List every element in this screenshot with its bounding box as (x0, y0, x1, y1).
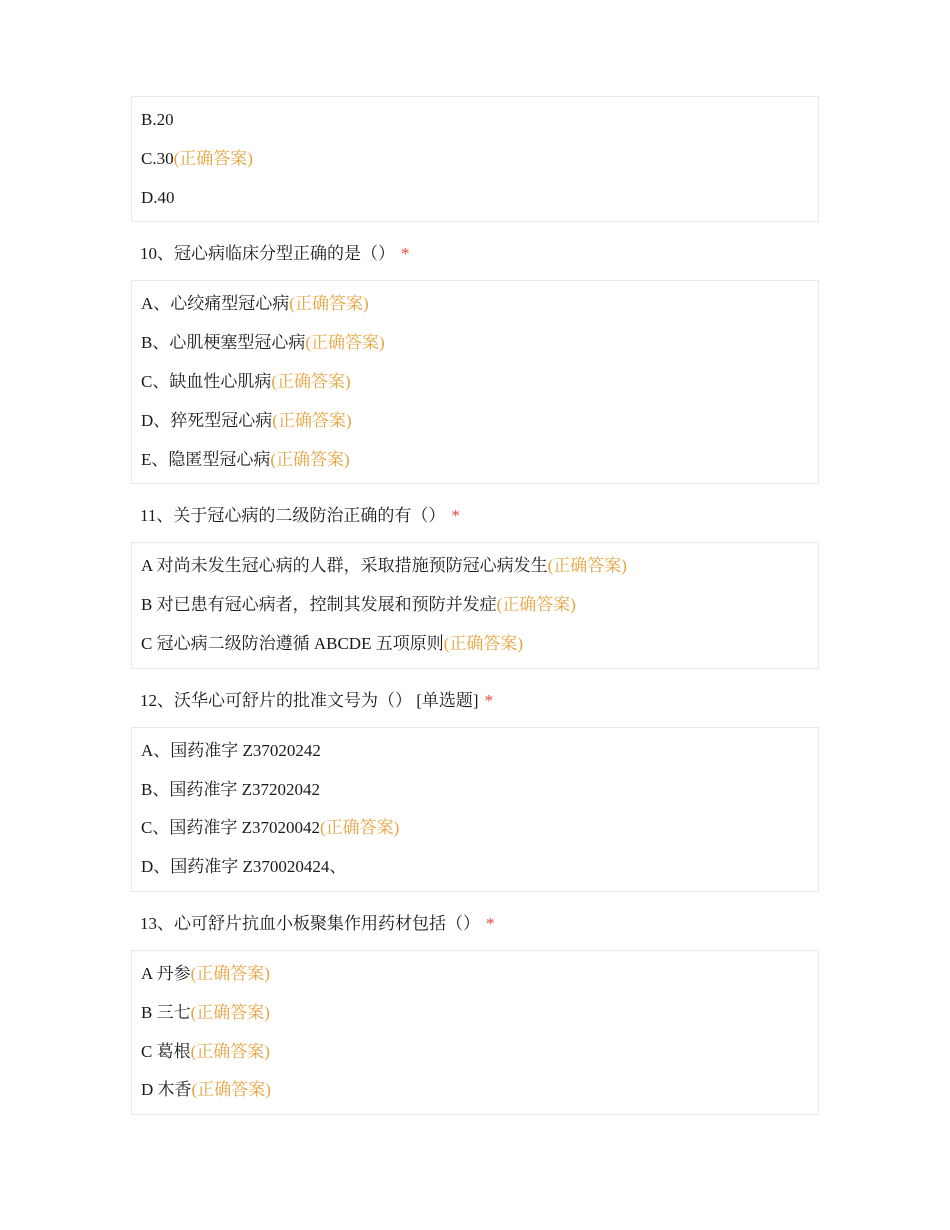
option-item (141, 625, 818, 664)
option-text: A 对尚未发生冠心病的人群，采取措施预防冠心病发生 (141, 556, 548, 576)
option-item (141, 994, 818, 1033)
options-box (131, 950, 819, 1115)
option-text: D、猝死型冠心病 (141, 410, 273, 430)
option-item (141, 1033, 818, 1072)
question-text: 10、冠心病临床分型正确的是（） (140, 244, 395, 264)
option-item (141, 324, 818, 363)
option-text: A、国药准字 Z37020242 (141, 740, 321, 760)
options-box (131, 280, 819, 484)
option-item (141, 140, 818, 179)
question-title (131, 669, 819, 727)
options-box (131, 727, 819, 892)
correct-answer-tag: (正确答案) (547, 556, 627, 576)
option-text: C.30 (141, 148, 174, 168)
option-item (141, 955, 818, 994)
option-item (141, 285, 818, 324)
option-text: A 丹参 (141, 963, 191, 983)
option-text: C 葛根 (141, 1041, 191, 1061)
option-item (141, 848, 818, 887)
question-text: 12、沃华心可舒片的批准文号为（） [单选题] (140, 690, 479, 710)
required-mark: * (401, 244, 410, 264)
option-item (141, 363, 818, 402)
correct-answer-tag: (正确答案) (190, 1041, 270, 1061)
option-text: B 三七 (141, 1002, 191, 1022)
option-text: C、国药准字 Z37020042 (141, 818, 320, 838)
option-item (141, 441, 818, 480)
survey-answer-sheet (131, 96, 819, 1115)
correct-answer-tag: (正确答案) (173, 148, 253, 168)
option-text: B、心肌梗塞型冠心病 (141, 333, 306, 353)
options-box (131, 96, 819, 222)
correct-answer-tag: (正确答案) (496, 595, 576, 615)
question-title (131, 484, 819, 542)
required-mark: * (486, 913, 495, 933)
option-text: E、隐匿型冠心病 (141, 449, 271, 469)
correct-answer-tag: (正确答案) (190, 963, 270, 983)
correct-answer-tag: (正确答案) (270, 449, 350, 469)
option-item (141, 547, 818, 586)
option-text: C、缺血性心肌病 (141, 371, 272, 391)
question-text: 13、心可舒片抗血小板聚集作用药材包括（） (140, 913, 480, 933)
options-box (131, 542, 819, 668)
question-title (131, 222, 819, 280)
correct-answer-tag: (正确答案) (289, 294, 369, 314)
option-item (141, 809, 818, 848)
correct-answer-tag: (正确答案) (191, 1080, 271, 1100)
correct-answer-tag: (正确答案) (443, 633, 524, 653)
option-item (141, 402, 818, 441)
option-item (141, 732, 818, 771)
correct-answer-tag: (正确答案) (190, 1002, 270, 1022)
option-item (141, 586, 818, 625)
option-text: D.40 (141, 187, 175, 207)
question-text: 11、关于冠心病的二级防治正确的有（） (140, 506, 446, 526)
option-item (141, 101, 818, 140)
option-text: D 木香 (141, 1080, 192, 1100)
option-text: D、国药准字 Z370020424、 (141, 857, 347, 877)
required-mark: * (484, 690, 494, 710)
correct-answer-tag: (正确答案) (272, 410, 352, 430)
option-text: C 冠心病二级防治遵循 ABCDE 五项原则 (141, 633, 444, 653)
option-text: A、心绞痛型冠心病 (141, 294, 290, 314)
option-item (141, 179, 818, 218)
option-text: B、国药准字 Z37202042 (141, 779, 320, 799)
option-text: B 对已患有冠心病者，控制其发展和预防并发症 (141, 595, 497, 615)
correct-answer-tag: (正确答案) (305, 333, 385, 353)
option-item (141, 1071, 818, 1110)
option-item (141, 771, 818, 810)
correct-answer-tag: (正确答案) (319, 818, 400, 838)
correct-answer-tag: (正确答案) (271, 371, 351, 391)
required-mark: * (451, 506, 460, 526)
question-title (131, 892, 819, 950)
option-text: B.20 (141, 110, 174, 129)
